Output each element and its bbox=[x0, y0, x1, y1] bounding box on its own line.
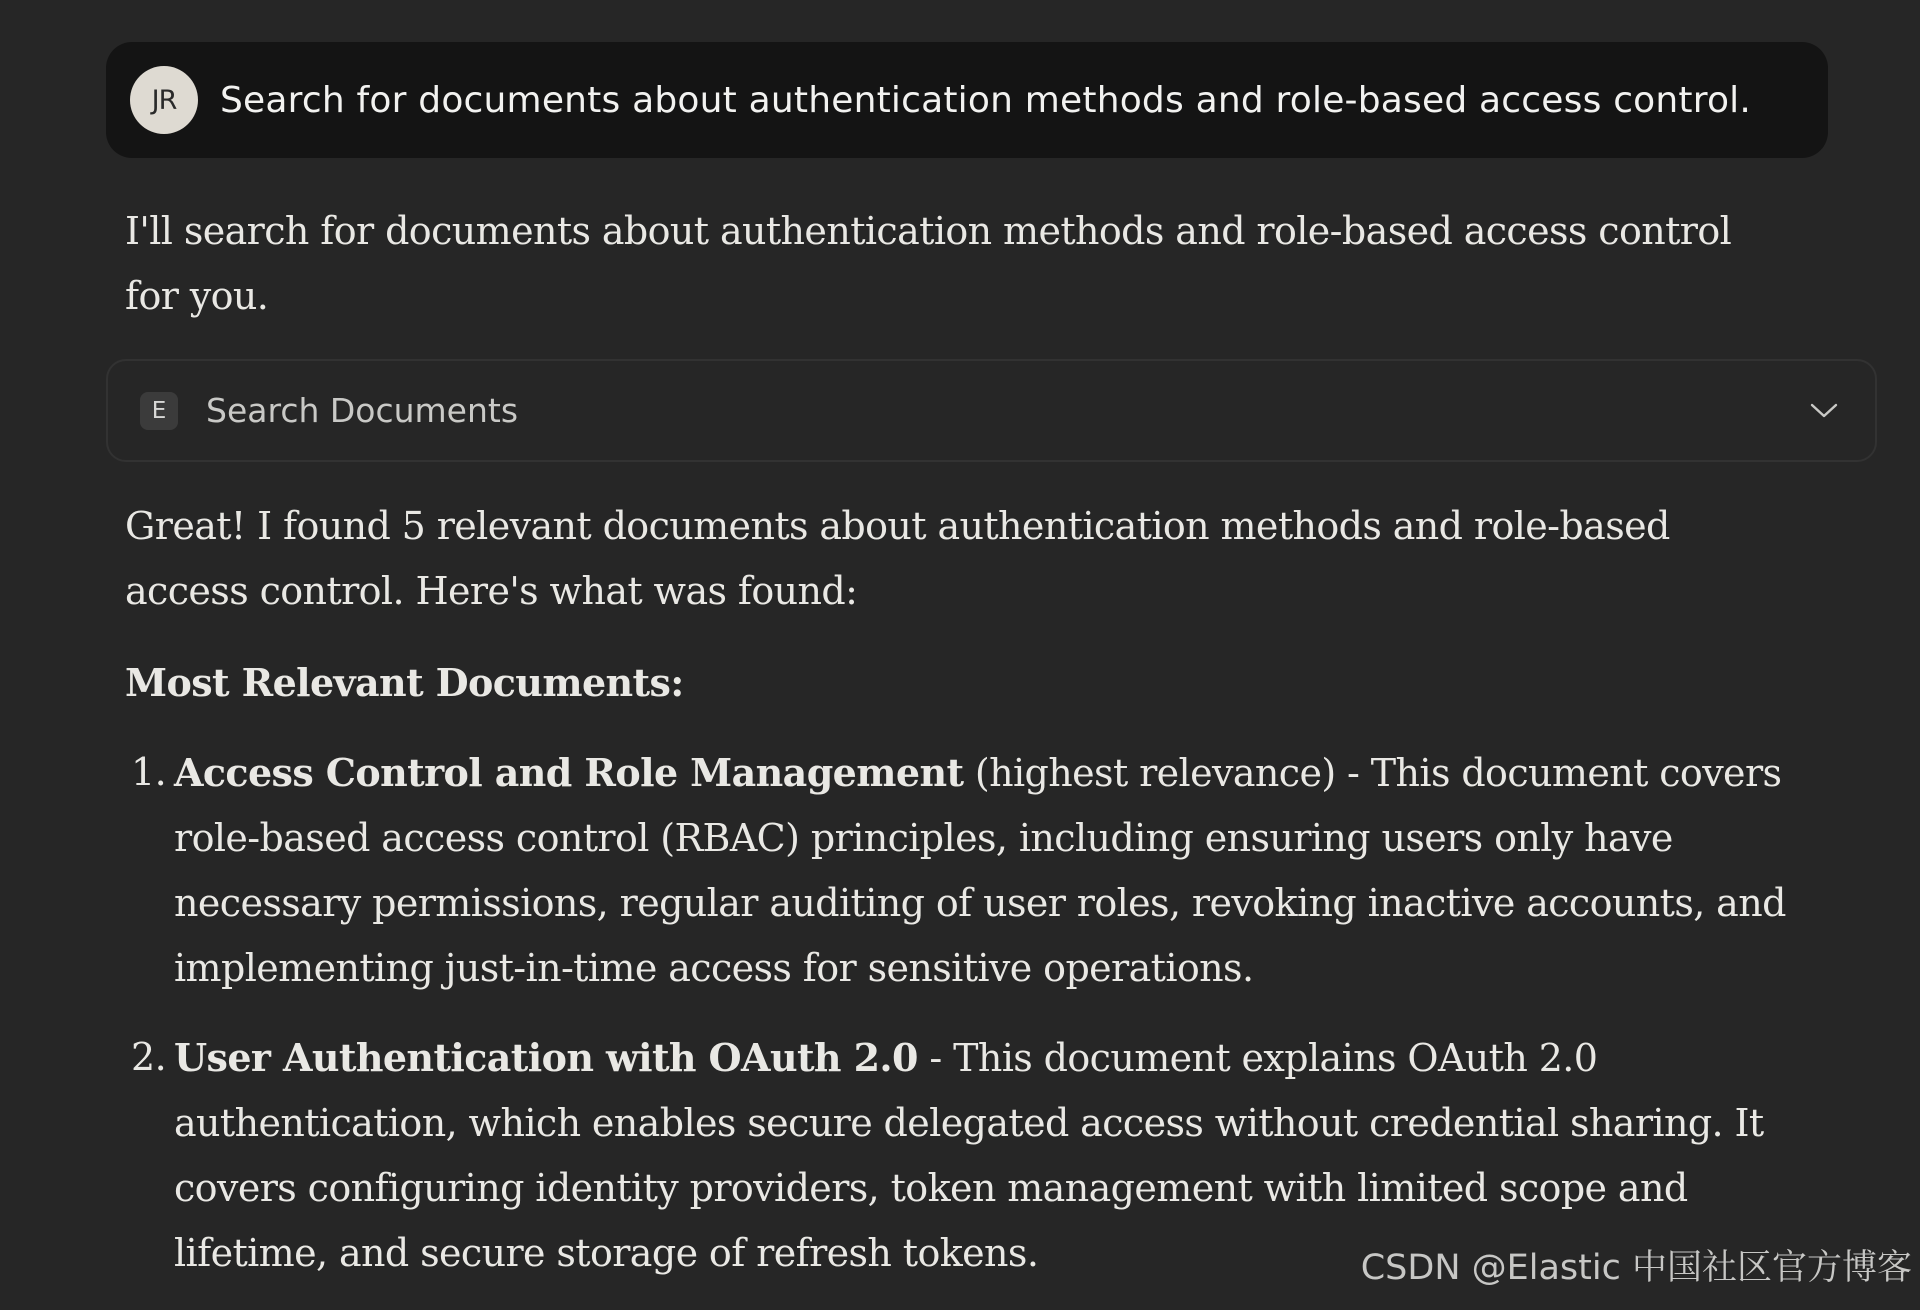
list-item-number: 1. bbox=[131, 750, 167, 794]
document-list bbox=[125, 740, 1805, 1310]
tool-name: Search Documents bbox=[206, 391, 519, 430]
document-title: User Authentication with OAuth 2.0 bbox=[174, 1035, 918, 1080]
list-item-number: 2. bbox=[131, 1035, 167, 1079]
document-description: - This document explains OAuth 2.0 authentication, which enables secure delegated access without credential sharing. It covers configuring identity providers, token management with limited scope and lifetime, and secure storage of refresh tokens. bbox=[174, 1036, 1764, 1275]
tool-badge: E bbox=[140, 392, 178, 430]
user-message-bubble bbox=[106, 42, 1828, 158]
user-message-text: Search for documents about authentication methods and role-based access control. bbox=[220, 79, 1752, 121]
assistant-results-summary: Great! I found 5 relevant documents about authentication methods and role-based access control. Here's what was found: bbox=[125, 504, 1670, 613]
section-heading: Most Relevant Documents: bbox=[125, 660, 684, 705]
chevron-down-icon[interactable] bbox=[1807, 394, 1841, 428]
document-title: Access Control and Role Management bbox=[174, 750, 964, 795]
watermark: CSDN @Elastic 中国社区官方博客 bbox=[1360, 1248, 1912, 1288]
document-description: (highest relevance) - This document covers role-based access control (RBAC) principles, including ensuring users only have necessary permissions, regular auditing of user roles, revoking inactive accounts, and implementing just-in-time access for sensitive operations. bbox=[174, 751, 1786, 990]
assistant-intro-text: I'll search for documents about authentication methods and role-based access control for you. bbox=[125, 209, 1732, 318]
list-item bbox=[125, 740, 1805, 1001]
search-documents-tool-call[interactable] bbox=[106, 359, 1877, 462]
user-avatar[interactable]: JR bbox=[130, 66, 198, 134]
